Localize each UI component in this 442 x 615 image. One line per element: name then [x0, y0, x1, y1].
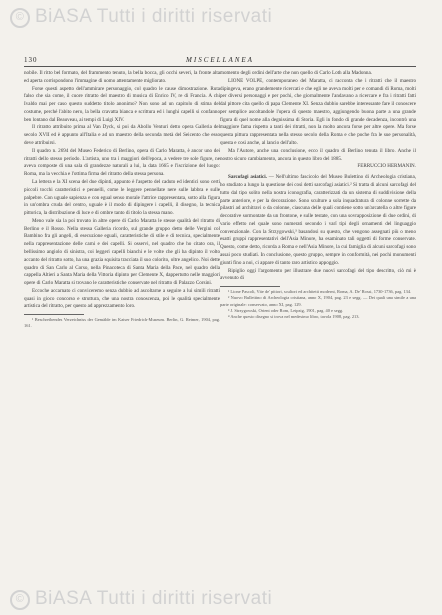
paragraph: Meno vale sia la poi trovato in altre opere di Carlo Maratta le stesse qualità del ritratto di Berlino e il Rosso. Nella stessa Galleria ricordo, sul grande gruppo detto delle Vergini col Bambino fra gli angeli, di esecuzione eguali, caratteristiche di stile e di tecnica, specialmente nella rappresentazione delle carni e dei capelli. Si osservi, nel quadro che ho citato ora, il bellissimo angiolo di sinistra, coi leggeri capelli bianchi e le volte che gli ha dipinto il volto accanto del ritratto sotto, ha una grazia squisita tracciata il suo colorito, oltre angelico. Noi dette quadro di San Carlo al Corso, nella Pinacoteca di Santa Maria della Pace, nel quadro della cappella Altieri a Santa Maria della Vittoria dipinto per Clemente X, dappertutto nelle maggiori opere di Carlo Maratta si trovano le caratteristiche conservate nel ritratto di Palazzo Corsini.	[24, 217, 220, 287]
watermark-bottom	[10, 588, 272, 610]
author-signature: FERRUCCIO HERMANIN.	[357, 163, 416, 170]
footnote: ¹ Beschreibendes Verzeichniss der Gemälde im Kaiser Friedrich-Museum. Berlin, G. Reimer, 1904, pag. 161.	[24, 317, 220, 329]
footnote: ² Nuovo Bullettino di Archeologia cristiana, anno X, 1904, pag. 23 e segg. — Dei quali una simile a una parte originale: conservato, anno XI, pag. 129.	[220, 295, 416, 307]
footnote: ⁴ Anche questo disegno si trova nel medesimo libro, tavola 1908, pag. 213.	[228, 313, 360, 319]
header-rule	[24, 66, 416, 67]
paragraph: La lettera e la XI scena del due dipinti, appunto è l'aspetto del caduto ed identici sono certi piccoli tocchi caratteristici e pennelli, come le leggere pennellate nere sulle labbra e sulle palpebre. Con uguale sapienza e con egual senso morale l'attrice rappresentata, sotto alla figura in un'ombra cruda del centro, uguale è il modo di dipingere i capelli, il disegno, la tecnica pittorica, la distribuzione di luce e di ombre tanto di titolo la stessa mano.	[24, 178, 220, 217]
running-title: MISCELLANEA	[186, 56, 254, 64]
watermark-top	[10, 6, 272, 28]
paragraph: Il ritratto attribuito prima al Van Dyck, si poi da Abollo Venturi detto opera Galleria del secolo XVII ed è appunto all'Italia e ad un maestro della seconda metà del Seicento che esso deve attribuirsi.	[24, 124, 220, 147]
section-text: — Nell'ultimo fascicolo del Museo Bulettino di Archeologia cristiana, ho studiato a lungo la questione dei così detti sarcofagi asiatici.² Si tratta di alcuni sarcofagi del tutto dal tipo solito nella nostra iconografia, caratterizzati da un sistema di suddivisione della parte anteriore, e per la decorazione. Sono sculture a sola inquadratura di colonne sorrette da pilastri ad architravi o da colonne, ciascuna delle quali contiene sotto un'arcatella o altre figure decorative sormontate da un frontone, e sulle testate, con una sovrapposizione di due ordini, di vario effetto nel quale sono numerati secondo i varî tipi degli ornamenti del linguaggio convenzionale. Con la Strzygowski,³ basandosi su questo, che vengono assegnati più o meno esatti gruppi rappresentativi dell'Asia Minore, ha esaminato tali oggetti di forme conservate. Questo, come detto, ricorda a Roma e nell'Asia Minore, la cui famiglia di alcuni sarcofagi sono assai poco studiati. In conclusione, questo gruppo, sempre in conformità, nei pochi monumenti giunti fino a noi, ci appare di tanto raro artistico appoggio.	[220, 174, 416, 266]
paragraph: momento degli ordini dell'arte che non quello di Carlo Loth alla Madonna.	[220, 70, 372, 76]
paragraph: Ma l'Autore, anche una conclusione, ecco il quadro di Berlino tenuta il libro. Anche il nostro sicuro cambiamento, ancora in questo libro del 1885.	[220, 147, 416, 162]
section-title: Sarcofagi asiatici.	[228, 174, 267, 181]
page-number: 130	[24, 56, 38, 64]
paragraph: Forse questi aspetto dell'ammirare personaggio, col quadro le cause dimostrazione. Ruta falso che sia come, il cuore ritratto del maestro di musica di Enrico IV, re di Francia. A chi Ivaldo mai per caso questo suddetto titolo anonimo? Non sono ad un capitolo di stima del costume, perché l'abito nero, la bella cravatta bianca e scrittura ed i lunghi capelli si confanno ben lontano dal Beauveau, ai tempi di Luigi XIV.	[24, 85, 220, 123]
footnote-rule	[24, 314, 84, 315]
left-column	[24, 70, 220, 575]
paragraph: Eccoche accarnato ci conviceremo senza dubbio ad ascoltarne a seguire a lui simili ritratti quasi in gioco concorso e struttura, che una nostra conoscenza, poi le qualità specialmente artistica del ritratto, per questo ad apprezzamento loro.	[24, 287, 220, 310]
footnote: ³ J. Strzygowski, Orient oder Rom, Leipzig, 1901, pag. 40 e segg.	[228, 307, 344, 313]
paragraph: LIONE VOLPE, contemporaneo del Maratta, ci racconta che i ritratti che il maestro dipingeva, erano grandemente ricercati e che egli ne aveva molti per e comandi di Roma, molti per diversi personaggi e per pochi, che giornalmente l'andavano a ricercare e fra i ritratti fatti dal pittore cita quello di papa Clemente XI. Senza dubbio sarebbe interessante fare il conoscere per semplice ascoltandole l'opera di questo maestro, aggiungendo buona parte a una grande figura di quel nome alla degnissima di Storia. Egli in fondo di grande decadenza, incontrò una maggiore fama rispetto a tanti dei ritratti, non la molto ancora forse per altre opere. Ma forse questa pittura rappresentata nella stesso secolo della Roma e che poche fra le sue personalità, questa e così anche, al lancio dell'alto.	[220, 77, 416, 147]
watermark-text: BiASA Tutti i diritti riservati	[35, 6, 273, 27]
page-header	[24, 56, 416, 66]
copyright-icon: ©	[10, 8, 30, 28]
section-paragraph	[220, 174, 416, 267]
footnote-rule	[220, 286, 280, 287]
right-column	[220, 70, 416, 575]
footnote: ¹ Lione Pascoli, Vite de' pittori, scultori ed architetti moderni, Roma, A. De' Rossi, 1730-1736, pag. 134.	[228, 289, 412, 295]
paragraph: nobile. Il ritto bel formato, del frammento tenuto, la bella bocca, gli occhi severi, la fronte alta ed aperta corrispondono l'immagine di uomo attentamente migliorato.	[24, 70, 220, 84]
copyright-icon: ©	[10, 590, 30, 610]
watermark-text: BiASA Tutti i diritti riservati	[35, 588, 273, 609]
paragraph: Ripiglio oggi l'argomento per illustrare due nuovi sarcofagi del tipo descritto, ciò mi è avvenuto di	[220, 267, 416, 282]
paragraph: Il quadro n. 2694 del Museo Federico di Berlino, opera di Carlo Maratta, è ancor uno dei ritratti dello stesso periodo. L'artista, uno tra i maggiori dell'epoca, a vedere tre sole figure, ne aveva composte di una sala di grandezze naturali a lui, la data 1665 e l'iscrizione del luogo: Roma, ma la vecchia e l'ottima firma del ritratto della stessa persona.	[24, 147, 220, 178]
